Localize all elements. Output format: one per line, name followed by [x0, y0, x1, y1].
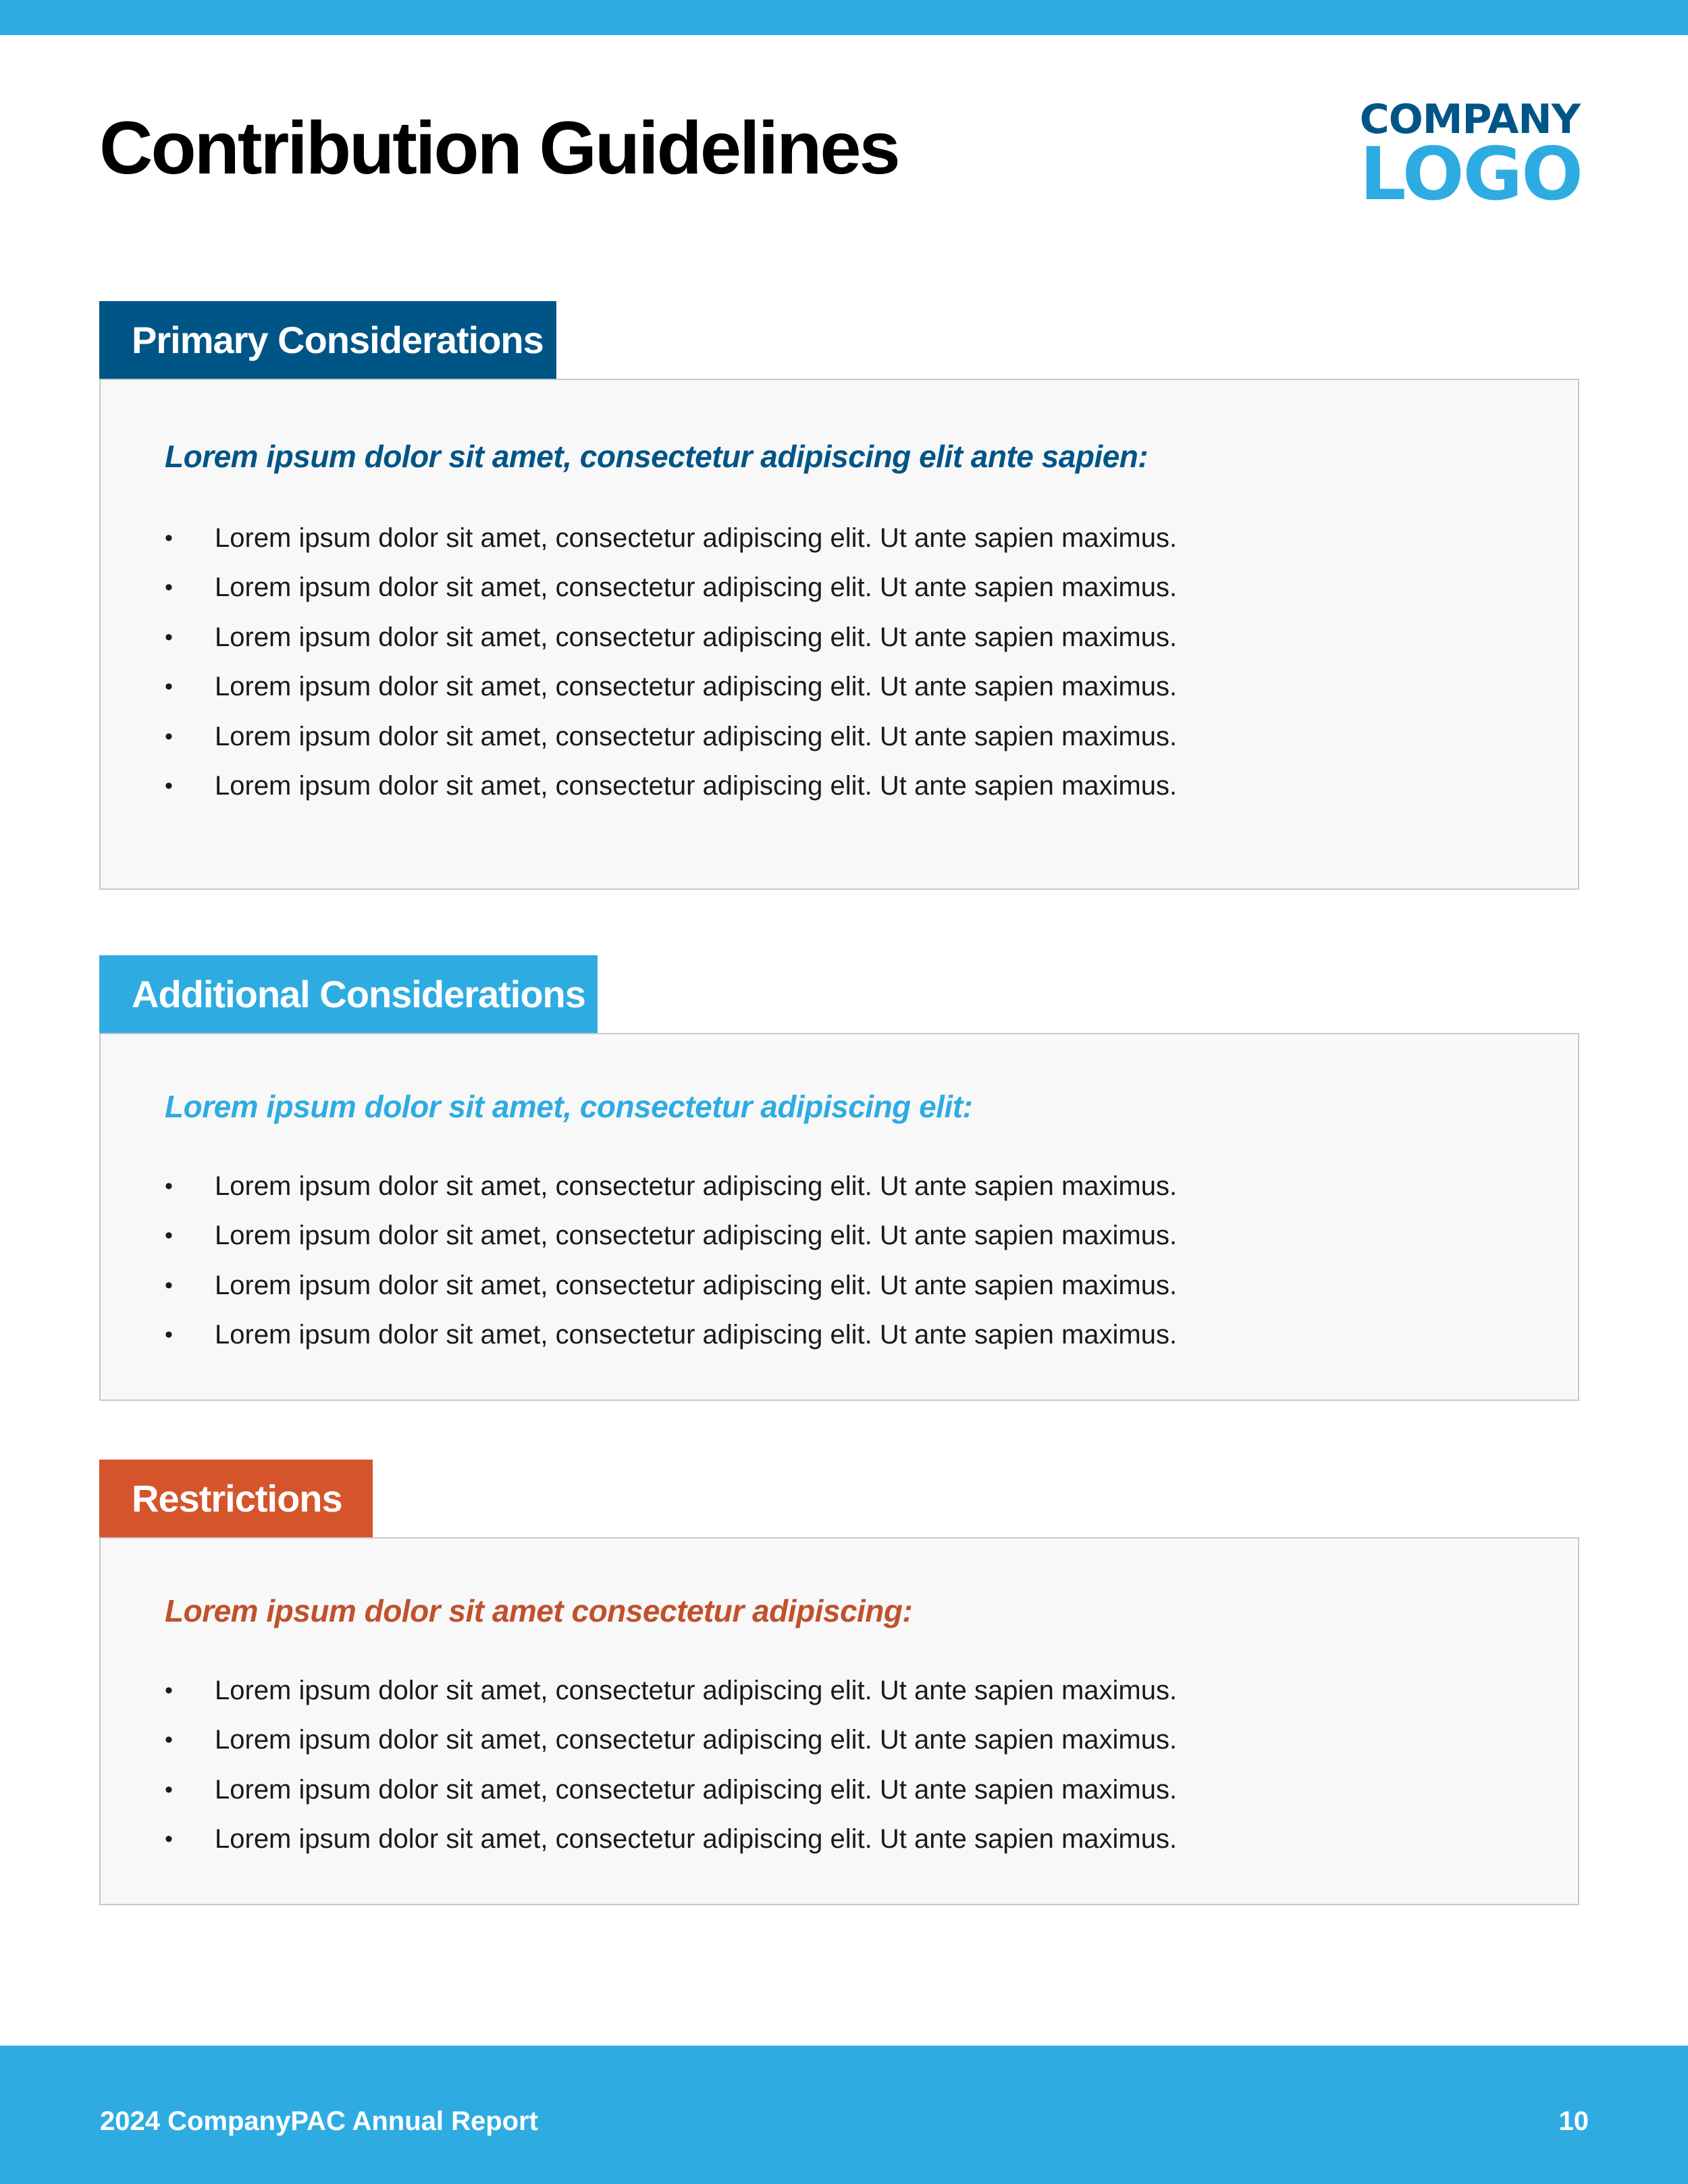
list-item: • Lorem ipsum dolor sit amet, consectetur adipiscing elit. Ut ante sapien maximus.	[165, 1310, 1177, 1360]
section-intro: Lorem ipsum dolor sit amet, consectetur adipiscing elit ante sapien:	[165, 439, 1149, 474]
bullet-list	[165, 514, 1177, 811]
page-title: Contribution Guidelines	[99, 107, 899, 190]
company-logo	[1359, 96, 1582, 217]
logo-line-company: COMPANY	[1359, 96, 1581, 143]
list-item: • Lorem ipsum dolor sit amet, consectetur adipiscing elit. Ut ante sapien maximus.	[165, 1715, 1177, 1765]
section-intro: Lorem ipsum dolor sit amet, consectetur adipiscing elit:	[165, 1089, 973, 1124]
list-item: • Lorem ipsum dolor sit amet, consectetur adipiscing elit. Ut ante sapien maximus.	[165, 1666, 1177, 1715]
footer-report-title: 2024 CompanyPAC Annual Report	[100, 2106, 539, 2136]
section-tab-restrictions: Restrictions	[99, 1460, 373, 1538]
list-item: • Lorem ipsum dolor sit amet, consectetur adipiscing elit. Ut ante sapien maximus.	[165, 563, 1177, 612]
section-box-restrictions	[99, 1537, 1579, 1905]
section-tab-primary-considerations: Primary Considerations	[99, 301, 556, 379]
section-tab-additional-considerations: Additional Considerations	[99, 955, 598, 1034]
list-item: • Lorem ipsum dolor sit amet, consectetur adipiscing elit. Ut ante sapien maximus.	[165, 1261, 1177, 1310]
section-box-primary-considerations	[99, 379, 1579, 890]
list-item: • Lorem ipsum dolor sit amet, consectetur adipiscing elit. Ut ante sapien maximus.	[165, 1765, 1177, 1815]
page-footer	[0, 2046, 1688, 2184]
logo-line-logo: LOGO	[1359, 132, 1582, 217]
list-item: • Lorem ipsum dolor sit amet, consectetur adipiscing elit. Ut ante sapien maximus.	[165, 1815, 1177, 1864]
list-item: • Lorem ipsum dolor sit amet, consectetur adipiscing elit. Ut ante sapien maximus.	[165, 1211, 1177, 1260]
list-item: • Lorem ipsum dolor sit amet, consectetur adipiscing elit. Ut ante sapien maximus.	[165, 1162, 1177, 1211]
list-item: • Lorem ipsum dolor sit amet, consectetur adipiscing elit. Ut ante sapien maximus.	[165, 613, 1177, 662]
bullet-list	[165, 1162, 1177, 1360]
bullet-list	[165, 1666, 1177, 1865]
page-number: 10	[1558, 2106, 1589, 2136]
section-box-additional-considerations	[99, 1033, 1579, 1401]
list-item: • Lorem ipsum dolor sit amet, consectetur adipiscing elit. Ut ante sapien maximus.	[165, 712, 1177, 762]
section-intro: Lorem ipsum dolor sit amet consectetur adipiscing:	[165, 1593, 913, 1628]
top-accent-bar	[0, 0, 1688, 35]
list-item: • Lorem ipsum dolor sit amet, consectetur adipiscing elit. Ut ante sapien maximus.	[165, 662, 1177, 712]
list-item: • Lorem ipsum dolor sit amet, consectetur adipiscing elit. Ut ante sapien maximus.	[165, 762, 1177, 811]
list-item: • Lorem ipsum dolor sit amet, consectetur adipiscing elit. Ut ante sapien maximus.	[165, 514, 1177, 563]
